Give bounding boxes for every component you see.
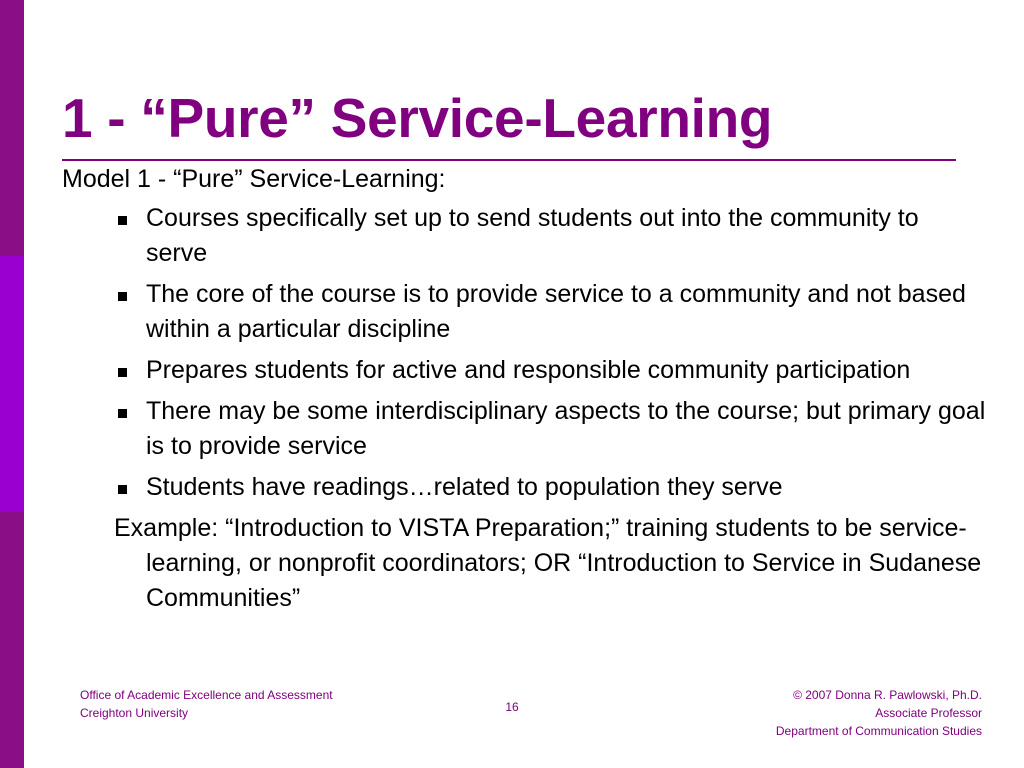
slide-title: 1 - “Pure” Service-Learning — [62, 87, 773, 149]
example-text: Example: “Introduction to VISTA Preparation;” training students to be service-learning, or nonprofit coordinators; OR “Introduction to Service in Sudanese Communities” — [114, 514, 982, 612]
bullet-text: Prepares students for active and responsible community participation — [146, 356, 911, 384]
square-bullet-icon — [118, 216, 127, 225]
page-number: 16 — [505, 700, 519, 714]
bullet-item — [114, 201, 986, 271]
square-bullet-icon — [118, 409, 127, 418]
sidebar-segment-bottom — [0, 512, 24, 768]
bullet-text: Courses specifically set up to send students out into the community to serve — [146, 204, 919, 267]
footer-copyright: © 2007 Donna R. Pawlowski, Ph.D. — [793, 688, 982, 702]
bullet-item — [114, 277, 986, 347]
footer-university: Creighton University — [80, 706, 189, 720]
square-bullet-icon — [118, 292, 127, 301]
sidebar-segment-top — [0, 0, 24, 256]
sidebar-segment-middle — [0, 256, 24, 512]
footer-right — [776, 686, 982, 740]
lead-text: Model 1 - “Pure” Service-Learning: — [62, 165, 446, 193]
slide-body — [62, 162, 1012, 616]
square-bullet-icon — [118, 485, 127, 494]
bullet-text: Students have readings…related to population they serve — [146, 473, 783, 501]
title-divider — [62, 159, 956, 161]
bullet-text: There may be some interdisciplinary aspects to the course; but primary goal is to provide service — [146, 397, 986, 460]
footer-department: Department of Communication Studies — [775, 724, 982, 738]
footer-position: Associate Professor — [875, 706, 982, 720]
footer-office: Office of Academic Excellence and Assessment — [80, 688, 333, 702]
bullet-text: The core of the course is to provide service to a community and not based within a particular discipline — [146, 280, 966, 343]
bullet-item — [114, 353, 986, 388]
bullet-item — [114, 394, 986, 464]
sidebar-decoration — [0, 0, 24, 768]
bullet-list — [62, 201, 1012, 505]
bullet-item — [114, 470, 986, 505]
square-bullet-icon — [118, 368, 127, 377]
